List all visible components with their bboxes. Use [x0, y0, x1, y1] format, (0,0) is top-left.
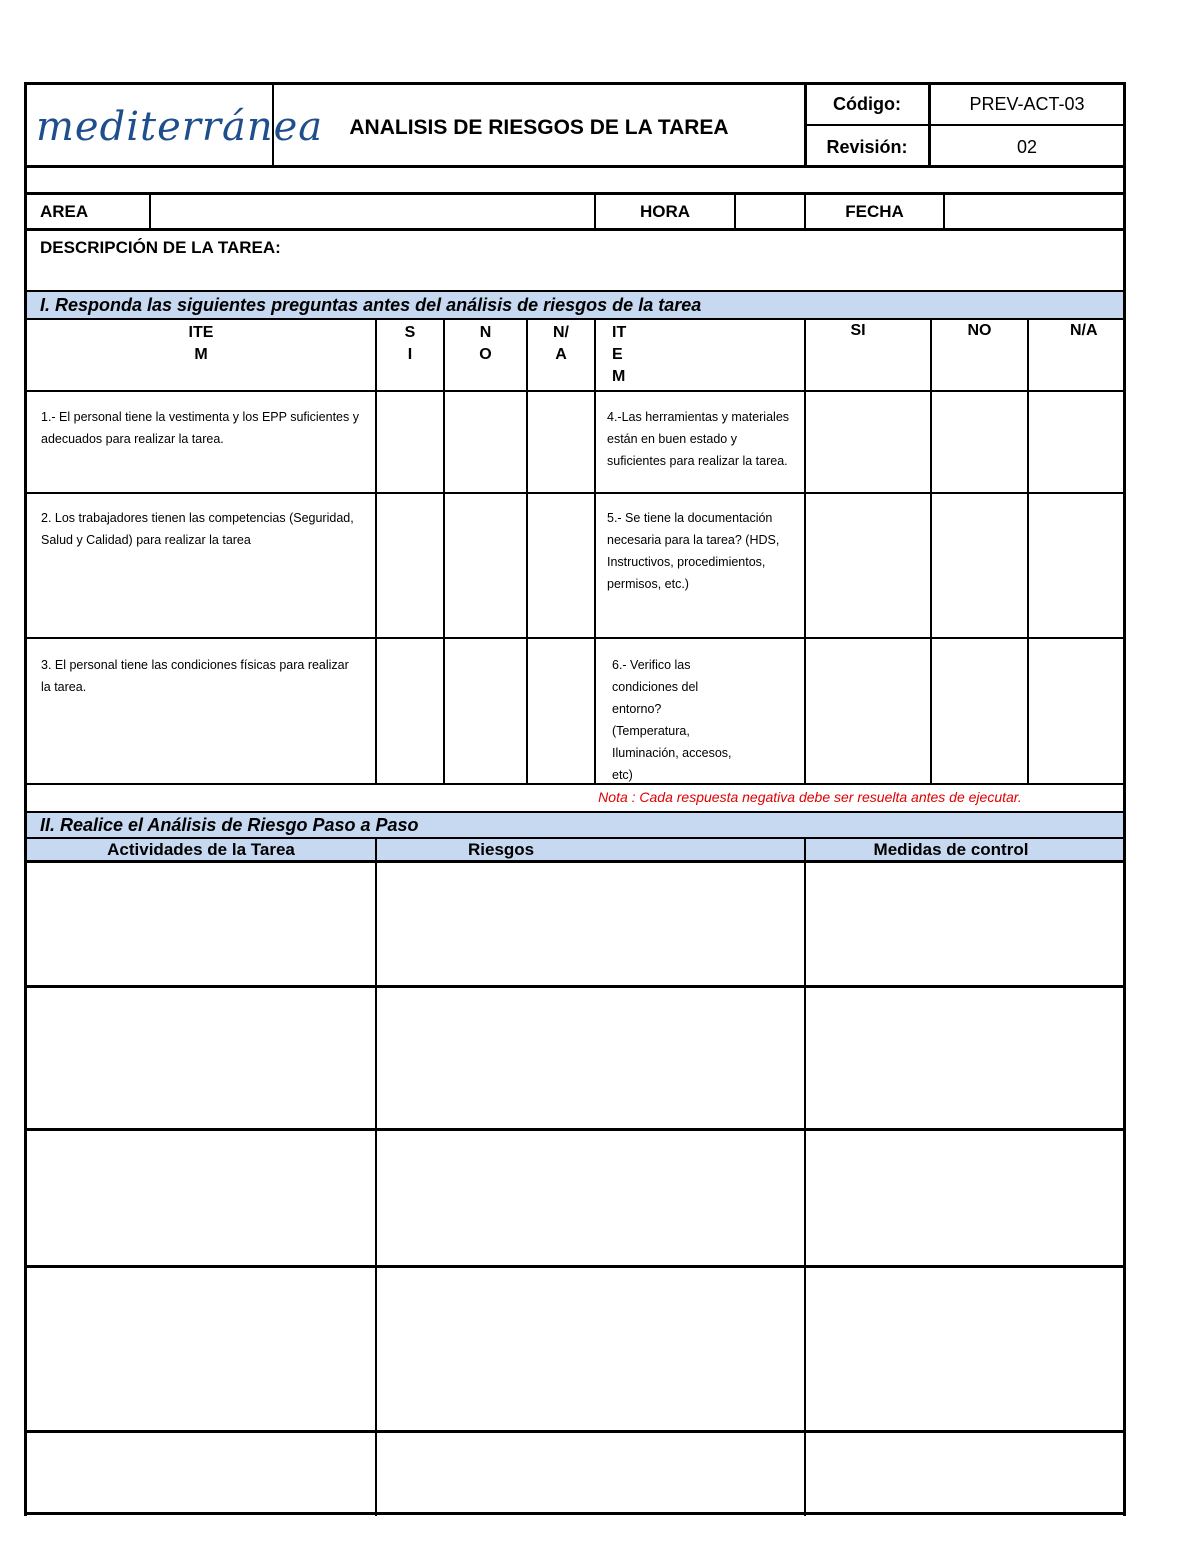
q4-na-cell[interactable] [1029, 392, 1123, 492]
hora-field[interactable] [736, 195, 804, 228]
risk-row-2[interactable] [27, 988, 1123, 1128]
col-na-right: N/A [1070, 322, 1098, 339]
codigo-value: PREV-ACT-03 [969, 94, 1085, 114]
col-riesgos: Riesgos [468, 840, 535, 859]
fecha-label: FECHA [845, 202, 904, 221]
area-field[interactable] [151, 195, 594, 228]
col-actividades: Actividades de la Tarea [107, 840, 295, 859]
col-no-right: NO [967, 322, 992, 339]
descripcion-field[interactable] [27, 262, 1123, 290]
q1-si-cell[interactable] [377, 392, 443, 492]
q4-no-cell[interactable] [932, 392, 1027, 492]
codigo-label: Código: [833, 94, 901, 114]
fecha-field[interactable] [945, 195, 1123, 228]
col-item-right: IT E M [612, 324, 627, 385]
q4-si-cell[interactable] [806, 392, 930, 492]
question-2: 2. Los trabajadores tienen las competencias (Seguridad, Salud y Calidad) para realizar la tarea [41, 511, 354, 547]
question-4: 4.-Las herramientas y materiales están en buen estado y suficientes para realizar la tarea. [607, 410, 790, 468]
col-medidas: Medidas de control [873, 840, 1029, 859]
q1-no-cell[interactable] [445, 392, 526, 492]
col-item-left: ITE M [188, 324, 214, 363]
col-no-left: N O [479, 324, 492, 363]
question-1: 1.- El personal tiene la vestimenta y los EPP suficientes y adecuados para realizar la tarea. [41, 410, 359, 446]
area-label: AREA [40, 202, 89, 221]
hora-label: HORA [639, 202, 691, 221]
revision-value: 02 [1016, 137, 1038, 157]
company-logo: mediterránea [36, 104, 324, 150]
col-si-left: S I [404, 324, 416, 363]
risk-row-4[interactable] [27, 1268, 1123, 1430]
q1-na-cell[interactable] [528, 392, 594, 492]
risk-row-1[interactable] [27, 863, 1123, 985]
col-si-right: SI [850, 322, 866, 339]
question-3: 3. El personal tiene las condiciones físicas para realizar la tarea. [41, 658, 349, 694]
col-na-left: N/ A [553, 324, 569, 363]
risk-row-5[interactable] [27, 1433, 1123, 1512]
note-text: Nota : Cada respuesta negativa debe ser resuelta antes de ejecutar. [598, 789, 1022, 805]
question-6: 6.- Verifico las condiciones del entorno? (Temperatura, Iluminación, accesos, etc) [612, 658, 732, 782]
section2-title: II. Realice el Análisis de Riesgo Paso a Paso [40, 815, 419, 835]
revision-label: Revisión: [826, 137, 908, 157]
question-5: 5.- Se tiene la documentación necesaria para la tarea? (HDS, Instructivos, procedimientos, permisos, etc.) [607, 511, 780, 591]
section1-title: I. Responda las siguientes preguntas antes del análisis de riesgos de la tarea [40, 295, 702, 315]
document-title: ANALISIS DE RIESGOS DE LA TAREA [349, 116, 729, 139]
risk-row-3[interactable] [27, 1131, 1123, 1265]
descripcion-label: DESCRIPCIÓN DE LA TAREA: [40, 238, 281, 257]
